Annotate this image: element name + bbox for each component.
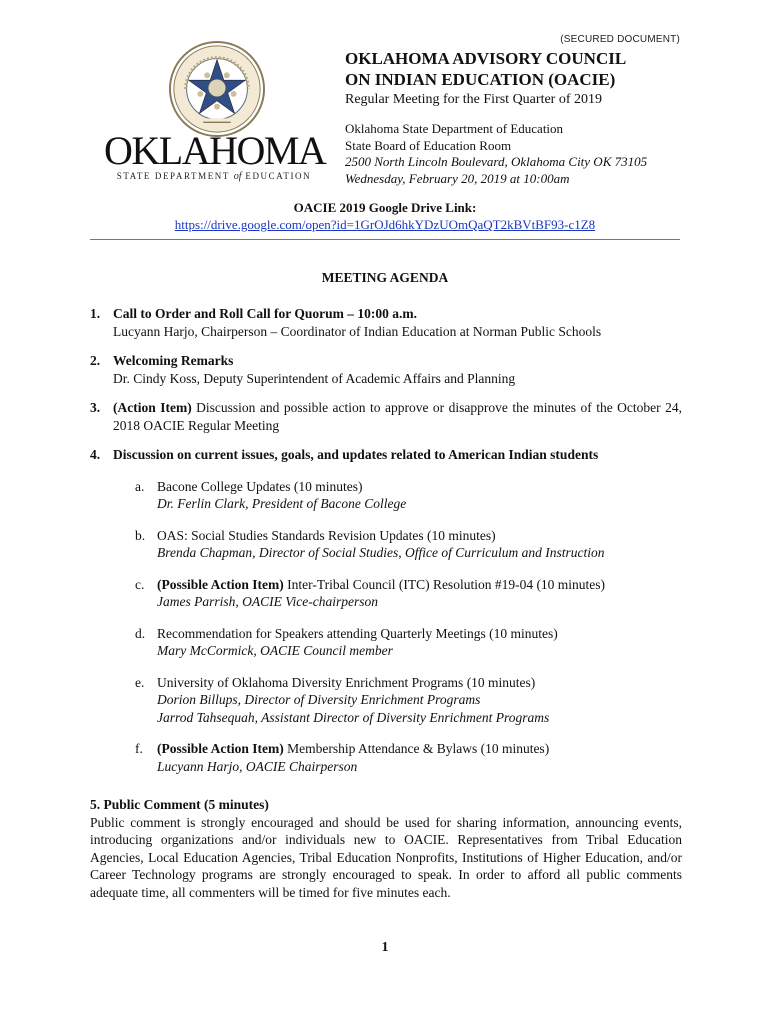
agenda-subitem-c: c. (Possible Action Item) Inter-Tribal Council (ITC) Resolution #19-04 (10 minutes) James Parrish, OACIE Vice-chairperson bbox=[135, 576, 606, 609]
agenda-item-body: Dr. Cindy Koss, Deputy Superintendent of Academic Affairs and Planning bbox=[113, 370, 516, 386]
public-comment-section bbox=[90, 796, 682, 901]
logo-wordmark: OKLAHOMA bbox=[104, 128, 326, 173]
agenda-subitem-f: f. (Possible Action Item) Membership Attendance & Bylaws (10 minutes) Lucyann Harjo, OACIE Chairperson bbox=[135, 741, 550, 774]
great-seal-of-oklahoma-icon bbox=[168, 40, 266, 138]
public-comment-heading: 5. Public Comment (5 minutes) bbox=[90, 797, 269, 812]
council-title: OKLAHOMA ADVISORY COUNCIL ON INDIAN EDUCATION (OACIE) bbox=[345, 49, 627, 89]
agenda-item-heading: Discussion on current issues, goals, and updates related to American Indian students bbox=[113, 447, 599, 462]
agenda-subitems bbox=[113, 478, 682, 776]
public-comment-body: Public comment is strongly encouraged and should be used for sharing information, announcing events, introducing organizations and/or individuals new to OACIE. Representatives from Tribal Education Agencies, Local Education Agencies, Tribal Education Nonprofits, Institutions of Higher Education, and/or Career Technology programs are strongly encouraged to speak. In order to afford all public comments adequate time, all commenters will be timed for five minutes each. bbox=[90, 814, 682, 900]
agenda-subitem-e: e. University of Oklahoma Diversity Enrichment Programs (10 minutes) Dorion Billups, Director of Diversity Enrichment Programs Jarrod Tahsequah, Assistant Director of Diversity Enrichment Programs bbox=[135, 674, 550, 725]
drive-link[interactable]: https://drive.google.com/open?id=1GrOJd6hkYDzUOmQaQT2kBVtBF93-c1Z8 bbox=[174, 217, 596, 232]
agenda-item-body: Lucyann Harjo, Chairperson – Coordinator of Indian Education at Norman Public Schools bbox=[113, 323, 602, 339]
agenda-item-heading: Call to Order and Roll Call for Quorum – 10:00 a.m. bbox=[113, 306, 417, 321]
agenda-item-3: 3. (Action Item) Discussion and possible action to approve or disapprove the minutes of the October 24, 2018 OACIE Regular Meeting bbox=[90, 400, 682, 433]
agenda-item-4: 4. Discussion on current issues, goals, and updates related to American Indian students a. Bacone College Updates (10 minutes) Dr. Ferlin Clark, President of Bacone College b. OAS: Social Studies Standards Revision Updates (10 minutes) Brenda Chapman, Director of Social Studies, Office of Curriculum and Instruction c. (Possible Action Item) Inter-Tribal Council (ITC) Resolution #19-04 (10 minutes) James Parrish, OACIE Vice-chairperson d. Recommendation for Speakers attending Quarterly Meetings (10 minutes) Mary McCormick, OACIE Council member e. University of Oklahoma Diversity Enrichment Programs (10 minutes) Dorion Billups, Director of Diversity Enrichment Programs Jarrod Tahsequah, Assistant Director of Diversity Enrichment Programs f. (Possible Action Item) Membership Attendance & Bylaws (10 minutes) Lucyann Harjo, OACIE Chairperson bbox=[90, 446, 682, 775]
agenda-subitem-d: d. Recommendation for Speakers attending Quarterly Meetings (10 minutes) Mary McCormick, OACIE Council member bbox=[135, 625, 558, 658]
header-divider bbox=[90, 239, 680, 240]
meeting-venue: Oklahoma State Department of Education State Board of Education Room 2500 North Lincoln Boulevard, Oklahoma City OK 73105 Wednesday, February 20, 2019 at 10:00am bbox=[345, 121, 648, 186]
meeting-subtitle: Regular Meeting for the First Quarter of 2019 bbox=[345, 92, 602, 107]
agenda-subitem-a: a. Bacone College Updates (10 minutes) Dr. Ferlin Clark, President of Bacone College bbox=[135, 478, 407, 511]
agenda-subitem-b: b. OAS: Social Studies Standards Revision Updates (10 minutes) Brenda Chapman, Director of Social Studies, Office of Curriculum and Instruction bbox=[135, 527, 605, 560]
drive-link-block bbox=[90, 199, 680, 233]
agenda-item-2: 2. Welcoming Remarks Dr. Cindy Koss, Deputy Superintendent of Academic Affairs and Planning bbox=[90, 352, 682, 387]
logo-subtitle: STATE DEPARTMENT of EDUCATION bbox=[116, 171, 312, 182]
drive-link-label: OACIE 2019 Google Drive Link: bbox=[293, 200, 477, 215]
agenda-title: MEETING AGENDA bbox=[321, 270, 449, 285]
agenda-item-1: 1. Call to Order and Roll Call for Quorum – 10:00 a.m. Lucyann Harjo, Chairperson – Coordinator of Indian Education at Norman Public Schools bbox=[90, 305, 682, 340]
agenda-item-heading: Welcoming Remarks bbox=[113, 353, 234, 368]
secured-label: (SECURED DOCUMENT) bbox=[560, 34, 680, 45]
agenda-list bbox=[90, 305, 682, 789]
osde-logo bbox=[104, 40, 324, 185]
meeting-header bbox=[345, 48, 685, 187]
page-number: 1 bbox=[381, 940, 389, 955]
agenda-item-text: (Action Item) Discussion and possible action to approve or disapprove the minutes of the October 24, 2018 OACIE Regular Meeting bbox=[113, 400, 682, 433]
